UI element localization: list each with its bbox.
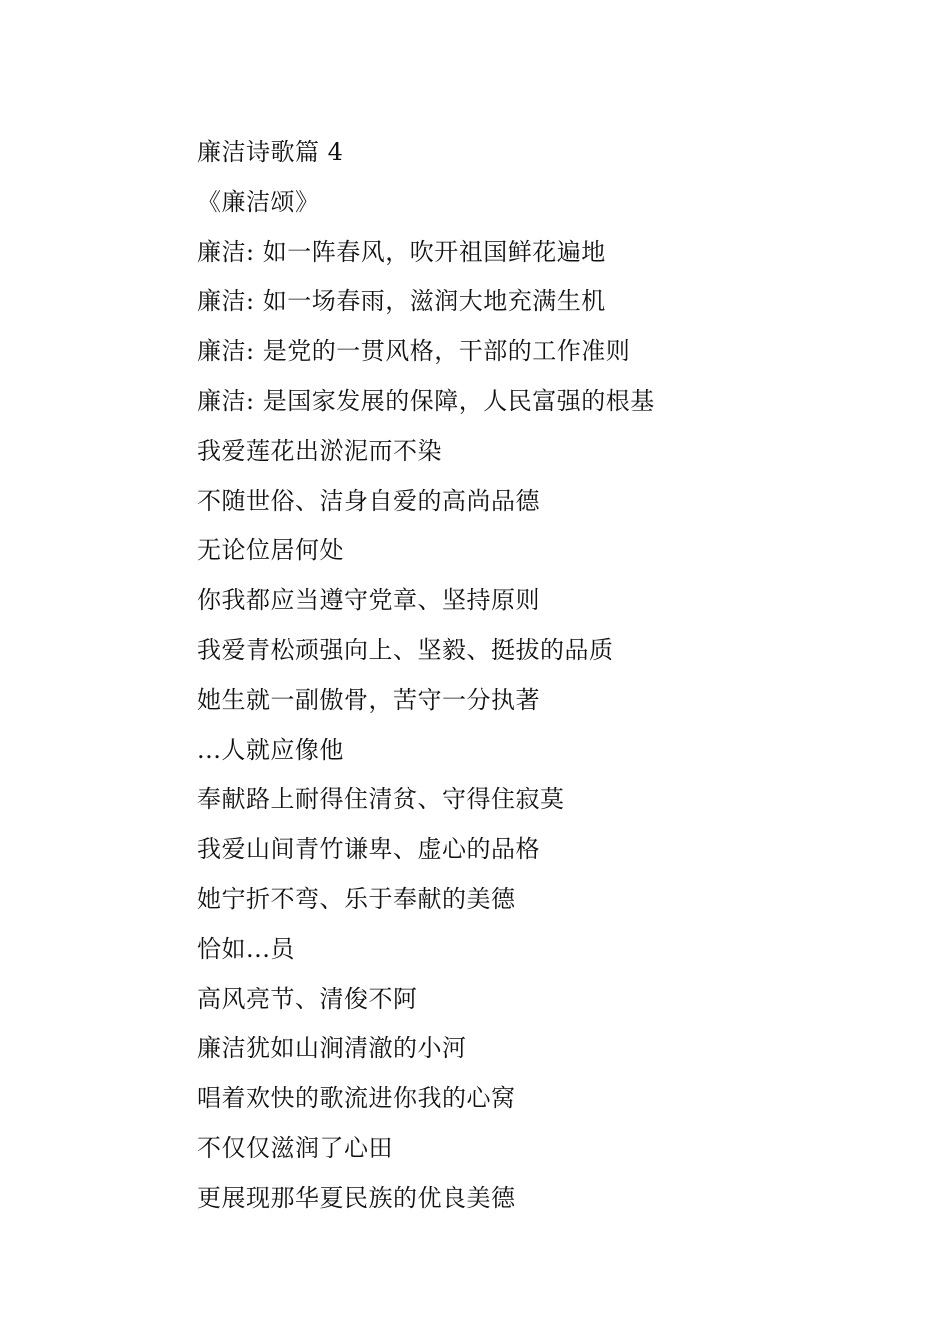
poem-line: 廉洁: 是党的一贯风格，干部的工作准则	[197, 337, 631, 366]
poem-line: 我爱青松顽强向上、坚毅、挺拔的品质	[197, 635, 614, 664]
poem-line: 奉献路上耐得住清贫、守得住寂莫	[197, 785, 565, 814]
poem-line: 无论位居何处	[197, 536, 344, 565]
poem-line: ...人就应像他	[197, 735, 344, 764]
poem-line: 我爱莲花出淤泥而不染	[197, 436, 442, 465]
poem-line: 更展现那华夏民族的优良美德	[197, 1183, 516, 1212]
poem-line: 高风亮节、清俊不阿	[197, 984, 418, 1013]
poem-line: 唱着欢快的歌流进你我的心窝	[197, 1084, 516, 1113]
poem-line: 她生就一副傲骨，苦守一分执著	[197, 685, 540, 714]
poem-line: 恰如...员	[197, 934, 295, 963]
poem-line: 廉洁: 是国家发展的保障，人民富强的根基	[197, 386, 655, 415]
poem-title: 《廉洁颂》	[197, 187, 320, 216]
poem-line: 廉洁: 如一阵春风，吹开祖国鲜花遍地	[197, 237, 606, 266]
poem-line: 她宁折不弯、乐于奉献的美德	[197, 884, 516, 913]
section-title: 廉洁诗歌篇 4	[197, 138, 344, 166]
poem-line: 廉洁犹如山涧清澈的小河	[197, 1034, 467, 1063]
poem-line: 我爱山间青竹谦卑、虚心的品格	[197, 835, 540, 864]
poem-line: 不仅仅滋润了心田	[197, 1133, 393, 1162]
poem-line: 不随世俗、洁身自爱的高尚品德	[197, 486, 540, 515]
poem-body	[197, 128, 897, 1224]
poem-line: 你我都应当遵守党章、坚持原则	[197, 586, 540, 615]
poem-line: 廉洁: 如一场春雨，滋润大地充满生机	[197, 287, 606, 316]
